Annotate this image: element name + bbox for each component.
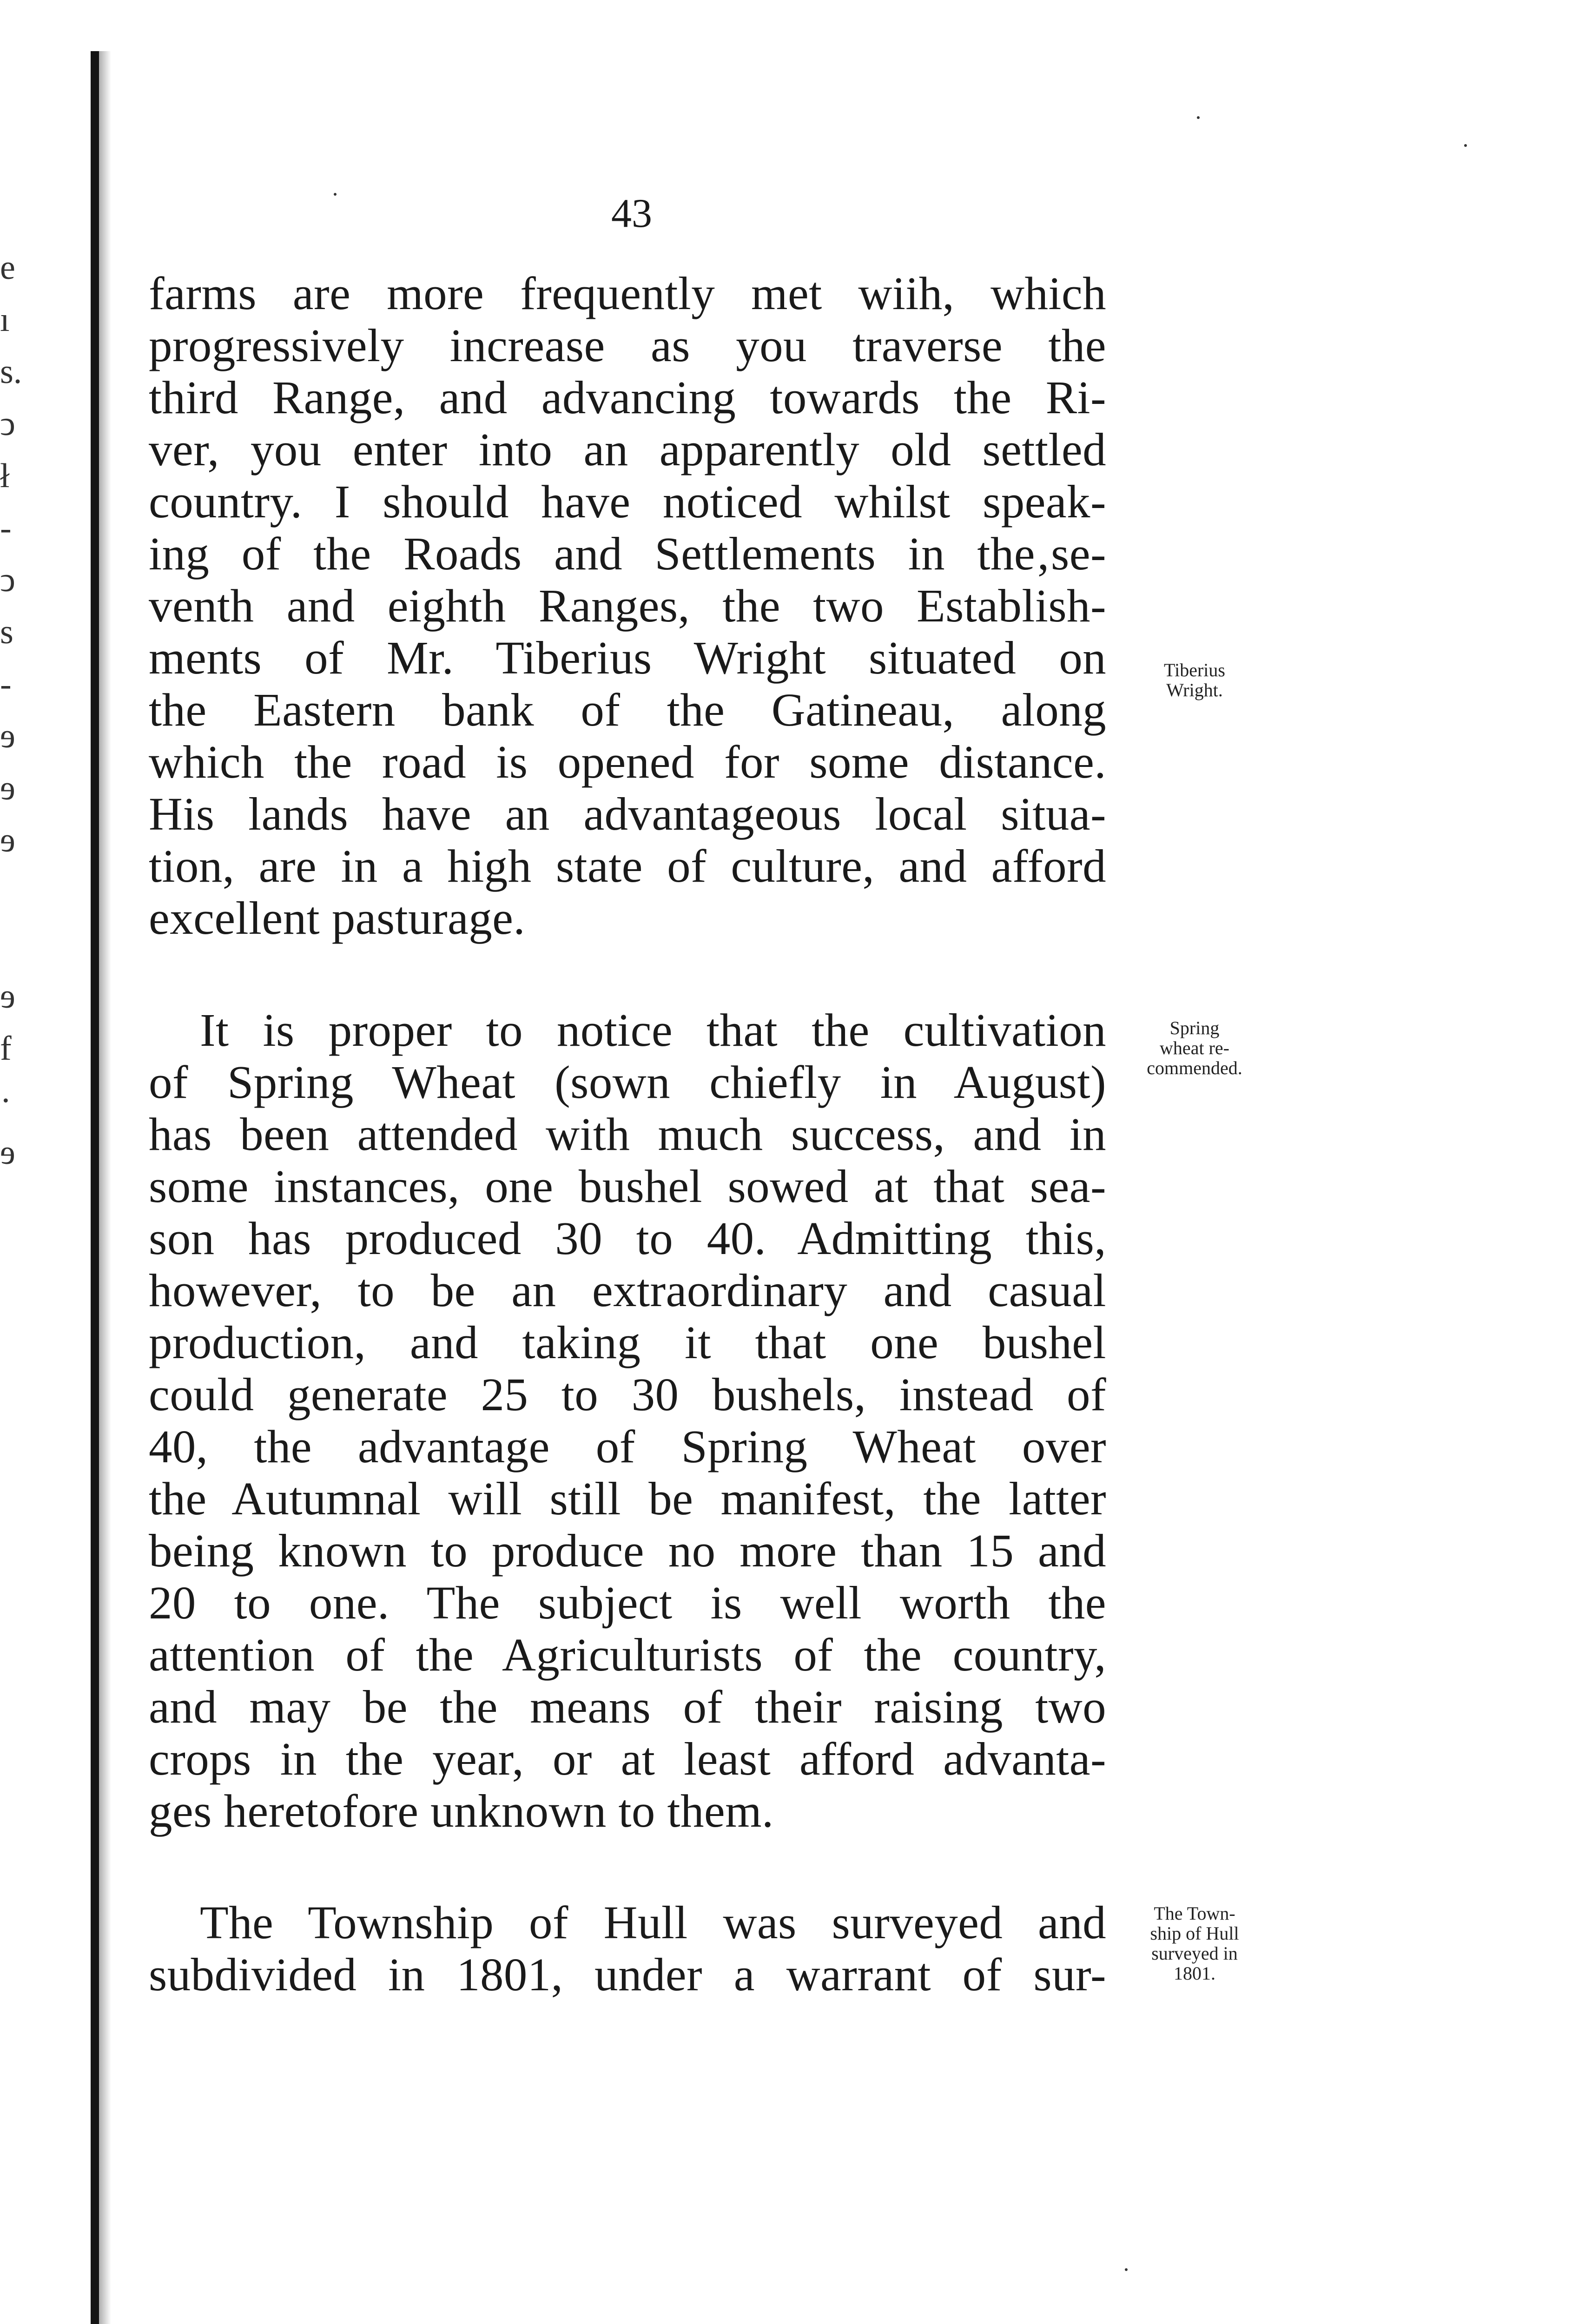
bleed-glyph [0, 918, 28, 971]
margin-note-line: The Town- [1154, 1903, 1235, 1924]
bleed-glyph: · [0, 1082, 12, 1120]
bleed-glyph: - [0, 665, 12, 703]
text-line: The Township of Hull was surveyed and [200, 1896, 1106, 1948]
text-line: some instances, one bushel sowed at that sea- [149, 1160, 1106, 1212]
text-line: 20 to one. The subject is well worth the [149, 1577, 1106, 1629]
margin-note-township-hull [1125, 1903, 1264, 1983]
bleed-glyph: ł [0, 457, 10, 495]
text-line: the Eastern bank of the Gatineau, along [149, 684, 1106, 736]
text-line: son has produced 30 to 40. Admitting this, [149, 1212, 1106, 1264]
bleed-glyph: s [0, 613, 13, 651]
text-line: ges heretofore unknown to them. [149, 1785, 774, 1837]
bleed-glyph: ı [0, 301, 10, 339]
text-line: tion, are in a high state of culture, and afford [149, 840, 1106, 892]
text-line: venth and eighth Ranges, the two Establish- [149, 580, 1106, 632]
scan-speck [1125, 2268, 1128, 2271]
bleed-glyph: ɘ [0, 821, 15, 859]
margin-note-line: Tiberius [1164, 660, 1225, 680]
text-line: of Spring Wheat (sown chiefly in August) [149, 1056, 1106, 1108]
margin-note-line: commended. [1147, 1057, 1242, 1078]
margin-note-line: Spring [1169, 1017, 1220, 1038]
text-line: and may be the means of their raising two [149, 1681, 1106, 1733]
margin-note-line: 1801. [1174, 1963, 1215, 1984]
bleed-glyph: ↄ [0, 561, 15, 599]
text-line: It is proper to notice that the cultivation [200, 1004, 1106, 1056]
bleed-glyph: ɘ [0, 769, 15, 807]
margin-note-line: surveyed in [1151, 1943, 1238, 1964]
gutter-rule [91, 51, 99, 2324]
facing-page-bleed [0, 242, 28, 1179]
paragraph-spring-wheat [149, 1004, 1106, 1837]
text-line: ver, you enter into an apparently old settled [149, 423, 1106, 475]
text-line: which the road is opened for some distance. [149, 736, 1106, 788]
bleed-glyph [0, 866, 28, 918]
text-line: the Autumnal will still be manifest, the latter [149, 1472, 1106, 1525]
text-line: ing of the Roads and Settlements in the‚se- [149, 528, 1106, 580]
text-line: farms are more frequently met wiih, which [149, 267, 1106, 319]
text-line: has been attended with much success, and in [149, 1108, 1106, 1160]
text-line: His lands have an advantageous local situa- [149, 788, 1106, 840]
bleed-glyph: ɘ [0, 717, 15, 755]
text-line: attention of the Agriculturists of the country, [149, 1629, 1106, 1681]
page-number: 43 [611, 191, 652, 236]
text-line: crops in the year, or at least afford advanta- [149, 1733, 1106, 1785]
text-line: subdivided in 1801, under a warrant of sur- [149, 1948, 1106, 2000]
margin-note-line: Wright. [1166, 680, 1223, 700]
margin-note-line: wheat re- [1160, 1037, 1229, 1058]
scan-speck [1197, 116, 1200, 119]
text-line: country. I should have noticed whilst speak- [149, 475, 1106, 528]
text-line: progressively increase as you traverse the [149, 319, 1106, 371]
margin-note-line: ship of Hull [1150, 1923, 1239, 1944]
bleed-glyph: ↄ [0, 405, 15, 443]
bleed-glyph: ɘ [0, 1134, 15, 1172]
margin-note-spring-wheat [1125, 1018, 1264, 1078]
bleed-glyph: f [0, 1030, 12, 1068]
text-line: ments of Mr. Tiberius Wright situated on [149, 632, 1106, 684]
text-line: however, to be an extraordinary and casual [149, 1264, 1106, 1316]
scan-speck [334, 193, 337, 196]
text-line: 40, the advantage of Spring Wheat over [149, 1420, 1106, 1472]
text-line: production, and taking it that one bushel [149, 1316, 1106, 1368]
paragraph-township-hull [149, 1896, 1106, 2000]
text-line: third Range, and advancing towards the Ri- [149, 371, 1106, 423]
paragraph-wright-establishments [149, 267, 1106, 944]
text-line: excellent pasturage. [149, 892, 525, 944]
bleed-glyph: s. [0, 353, 22, 391]
text-line: being known to produce no more than 15 and [149, 1525, 1106, 1577]
margin-note-tiberius-wright [1125, 660, 1264, 700]
scan-speck [1464, 144, 1467, 147]
bleed-glyph: - [0, 509, 12, 547]
bleed-glyph: ɘ [0, 977, 15, 1016]
gutter-shadow [99, 51, 111, 2324]
bleed-glyph: e [0, 249, 15, 287]
text-line: could generate 25 to 30 bushels, instead of [149, 1368, 1106, 1420]
